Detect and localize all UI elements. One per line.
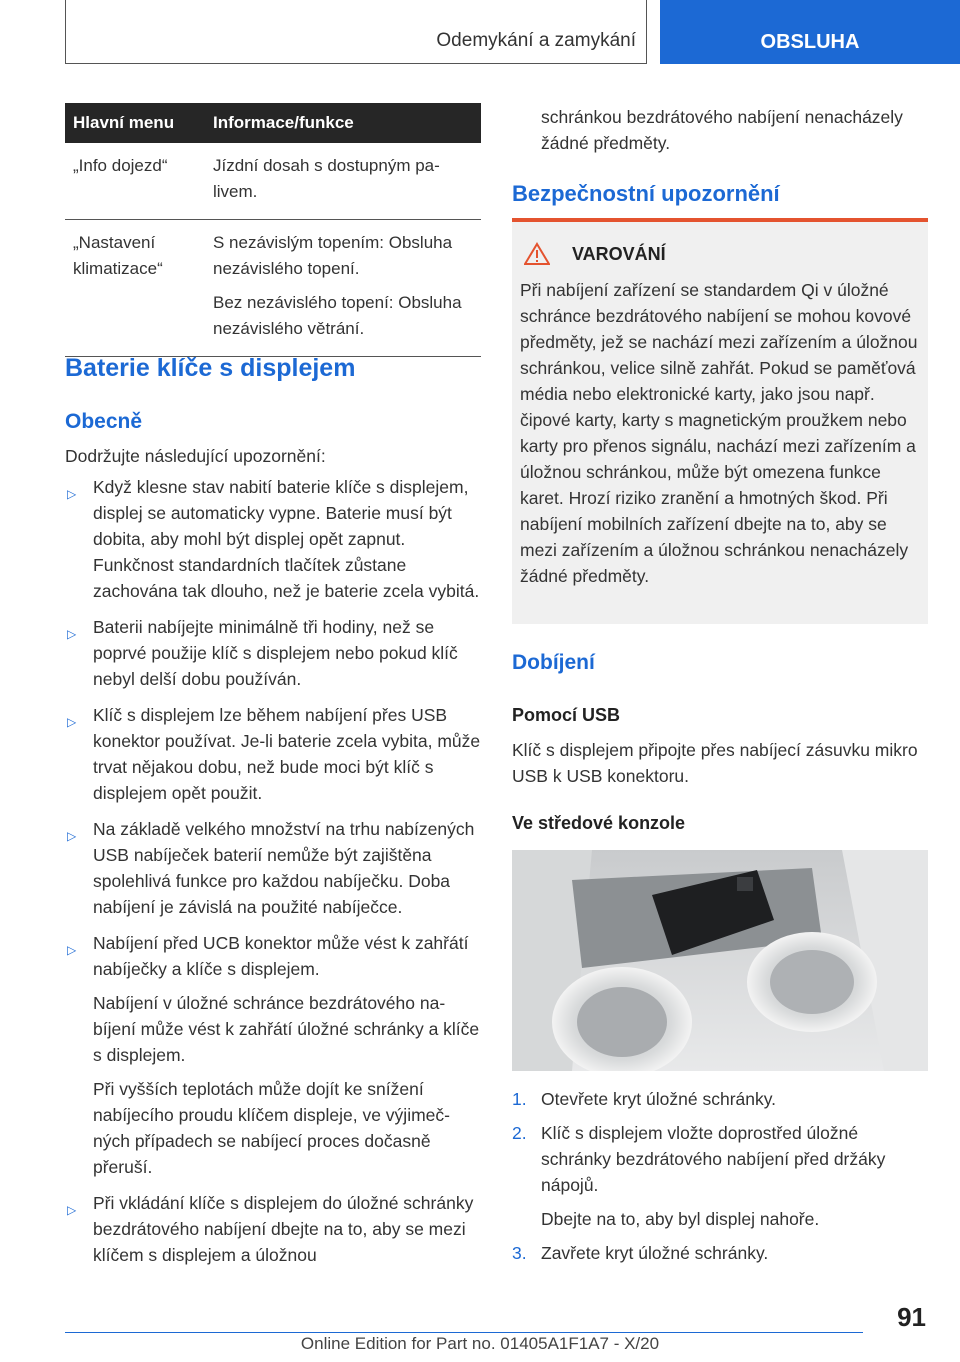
- heading-general: Obecně: [65, 410, 143, 433]
- continued-text: schránkou bezdrátového nabíjení nenacházely žádné předměty.: [541, 107, 903, 153]
- warning-text: Při nabíjení zařízení se standardem Qi v úložné schránce bezdrátového nabíjení se mohou kovové předměty, jež se nachází mezi zařízením a úložnou schránkou, velice silně zahřát. Pokud se paměťová média nebo elektronické karty, jako jsou např. čipové karty, karty s magnetickým proužkem nebo karty pro přenos signálu, nachází mezi zařízením a úložnou schránkou, může být omezena funkce karet. Hrozí riziko zranění a hmotných škod. Při nabíjení mobilních zařízení dbejte na to, aby se mezi zařízením a úložnou schránkou nenacházely žádné předměty.: [520, 280, 918, 586]
- step-number: 2.: [512, 1123, 527, 1143]
- list-item: [65, 474, 481, 604]
- table-row: [65, 143, 481, 220]
- subheading-center-console: Ve středové konzole: [512, 813, 686, 833]
- heading-charging: Dobíjení: [512, 651, 595, 674]
- cell-text: Bez nezávislého topení: Obsluha nezávislého větrání.: [213, 293, 462, 338]
- list-item-text: Na základě velkého množství na trhu nabízených USB nabíječek baterií nemůže být zajištěna spolehlivá funkce pro každou nabíječku. Doba nabíjení je závislá na použité nabíječce.: [93, 819, 475, 917]
- footer-divider: [65, 1332, 863, 1333]
- table-header-menu: Hlavní menu: [65, 103, 205, 143]
- warning-triangle-icon: [524, 242, 550, 266]
- list-item-text: Při vkládání klíče s displejem do úložné schránky bezdrátového nabíjení dbejte na to, aby se mezi klíčem s displejem a úložnou: [93, 1193, 474, 1265]
- step-text: Otevřete kryt úložné schránky.: [541, 1089, 777, 1109]
- chapter-tab[interactable]: OBSLUHA: [660, 0, 960, 64]
- menu-table: [65, 103, 481, 357]
- center-console-photo: [512, 850, 928, 1071]
- step-number: 1.: [512, 1089, 527, 1109]
- list-item-text: Klíč s displejem lze během nabíjení přes USB konektor používat. Je-li baterie zcela vybita, může trvat nějakou dobu, než bude moci být klíč s displejem opět použit.: [93, 705, 481, 803]
- table-cell: „Info dojezd“: [65, 143, 205, 220]
- cell-text: S nezávislým topením: Obsluha nezávislého topení.: [213, 233, 453, 278]
- step-number: 3.: [512, 1243, 527, 1263]
- cell-text: Jízdní dosah s dostupným palivem.: [213, 156, 440, 201]
- list-item-text: Když klesne stav nabití baterie klíče s displejem, displej se automaticky vypne. Baterie musí být dobita, aby mohl být displej opět zapnut. Funkčnost standardních tlačítek zůstane zachována tak dlouho, než je baterie zcela vybitá.: [93, 477, 480, 601]
- triangle-bullet-icon: ▷: [67, 487, 77, 501]
- list-item: [512, 1086, 928, 1112]
- section-title: Odemykání a zamykání: [436, 30, 636, 51]
- list-item-text: Baterii nabíjejte minimálně tři hodiny, než se poprvé použije klíč s displejem nebo pokud klíč nebyl delší dobu používán.: [93, 617, 458, 689]
- intro-text: Dodržujte následující upozornění:: [65, 446, 326, 466]
- list-item: [65, 930, 481, 1180]
- list-item-text: Nabíjení před UCB konektor může vést k zahřátí nabíječky a klíče s displejem.: [93, 933, 469, 979]
- table-cell: „Nastavení klimatizace“: [65, 220, 205, 357]
- usb-text: Klíč s displejem připojte přes nabíjecí zásuvku mikro USB k USB konektoru.: [512, 740, 918, 786]
- list-item: [65, 816, 481, 920]
- header-box: [65, 0, 647, 64]
- step-text: Zavřete kryt úložné schránky.: [541, 1243, 769, 1263]
- heading-key-battery: Baterie klíče s displejem: [65, 354, 356, 382]
- battery-notes-list: [65, 474, 481, 1278]
- heading-safety: Bezpečnostní upozornění: [512, 181, 780, 206]
- warning-box: [512, 222, 928, 624]
- footer-edition: Online Edition for Part no. 01405A1F1A7 - X/20: [300, 1334, 660, 1353]
- list-item: [512, 1120, 928, 1232]
- page-number: 91: [897, 1302, 926, 1332]
- list-item: [65, 1190, 481, 1268]
- triangle-bullet-icon: ▷: [67, 829, 77, 843]
- list-item-text: Nabíjení v úložné schránce bezdrátového nabíjení může vést k zahřátí úložné schránky a klíče s displejem.: [93, 993, 480, 1065]
- subheading-usb: Pomocí USB: [512, 705, 621, 725]
- triangle-bullet-icon: ▷: [67, 715, 77, 729]
- list-item-text: Při vyšších teplotách může dojít ke snížení nabíjecího proudu klíčem displeje, ve výjimečných případech se nabíjecí proces dočasně přeruší.: [93, 1079, 450, 1177]
- table-header-info: Informace/funkce: [205, 103, 481, 143]
- warning-title: VAROVÁNÍ: [572, 244, 666, 264]
- triangle-bullet-icon: ▷: [67, 627, 77, 641]
- charging-steps: [512, 1086, 928, 1274]
- table-cell: [205, 220, 481, 357]
- list-item: [512, 1240, 928, 1266]
- table-row: [65, 220, 481, 357]
- triangle-bullet-icon: ▷: [67, 943, 77, 957]
- step-text: Dbejte na to, aby byl displej nahoře.: [541, 1209, 820, 1229]
- table-cell: [205, 143, 481, 220]
- list-item: [65, 702, 481, 806]
- list-item: [65, 614, 481, 692]
- step-text: Klíč s displejem vložte doprostřed úložné schránky bezdrátového nabíjení před držáky nápojů.: [541, 1123, 886, 1195]
- triangle-bullet-icon: ▷: [67, 1203, 77, 1217]
